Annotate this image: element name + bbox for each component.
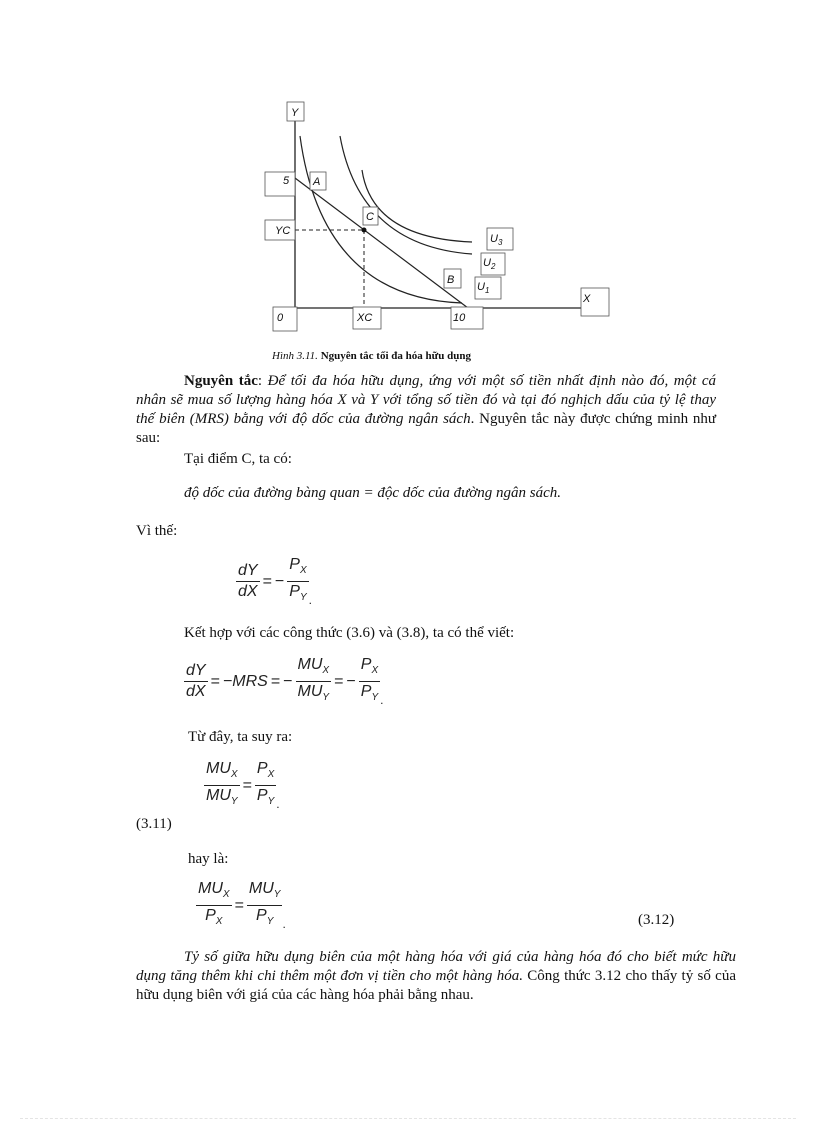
slope-equality-text: độ dốc của đường bàng quan = độc dốc của đường ngân sách. xyxy=(184,485,562,501)
conclusion-paragraph: Tỷ số giữa hữu dụng biên của một hàng hóa với giá của hàng hóa đó cho biết mức hữu dụng tăng thêm khi chi thêm một đơn vị tiền cho một hàng hóa. Công thức 3.12 cho thấy tỷ số của hữu dụng biên với giá của các hàng hóa phải bằng nhau. xyxy=(136,949,736,1003)
axis-x-label: X xyxy=(583,293,591,305)
point-b-label: B xyxy=(447,274,455,286)
equation-4-label: (3.12) xyxy=(638,912,675,928)
conclusion-statement: Tỷ số giữa hữu dụng biên của một hàng hóa với giá của hàng hóa đó cho biết mức hữu dụng tăng thêm khi chi thêm một đơn vị tiền cho một hàng hóa. xyxy=(136,949,736,984)
therefore-text: Vì thế: xyxy=(136,523,178,539)
equation-4: $\frac{MU_X}{P_X}$ = $\frac{MU_Y}{P_Y}$ . xyxy=(198,880,286,932)
figure-caption xyxy=(272,350,471,362)
infer-text: Từ đây, ta suy ra: xyxy=(188,729,293,745)
point-c-dot xyxy=(362,228,367,233)
u3-label: $U_3$ xyxy=(490,233,503,247)
indifference-curve-u3 xyxy=(362,170,472,242)
utility-maximization-figure xyxy=(260,96,620,336)
point-c-label: C xyxy=(366,211,374,223)
page-bottom-divider xyxy=(20,1118,796,1119)
principle-paragraph: Nguyên tắc: Để tối đa hóa hữu dụng, ứng với một số tiền nhất định nào đó, một cá nhân sẽ mua số lượng hàng hóa X và Y với tổng số tiền đó và tại đó nghịch dấu của tỷ lệ thay thế biên (MRS) bằng với độ dốc của đường ngân sách. Nguyên tắc này được chứng minh như sau: xyxy=(136,373,717,446)
x-intercept-label: 10 xyxy=(453,312,466,324)
xc-label: XC xyxy=(357,312,373,324)
u1-label: $U_1$ xyxy=(477,281,490,295)
caption-number: Hình 3.11. xyxy=(272,350,318,362)
equation-3: $\frac{MU_X}{MU_Y}$ = $\frac{P_X}{P_Y}$ . xyxy=(206,760,280,812)
equation-3-label: (3.11) xyxy=(136,816,172,832)
origin-label: 0 xyxy=(277,312,284,324)
at-point-text: Tại điểm C, ta có: xyxy=(184,451,292,467)
principle-statement: Để tối đa hóa hữu dụng, ứng với một số tiền nhất định nào đó, một cá nhân sẽ mua số lượng hàng hóa X và Y với tổng số tiền đó và tại đó nghịch dấu của tỷ lệ thay thế biên (MRS) bằng với độ dốc của đường ngân sách xyxy=(136,373,717,427)
combine-text: Kết hợp với các công thức (3.6) và (3.8), ta có thể viết: xyxy=(184,625,515,641)
axis-y-label: Y xyxy=(291,107,299,119)
y-intercept-label: 5 xyxy=(283,175,290,187)
yc-label: YC xyxy=(275,225,291,237)
caption-title: Nguyên tắc tối đa hóa hữu dụng xyxy=(320,350,471,362)
equation-1: $\frac{dY}{dX}$ = − $\frac{P_X}{P_Y}$ . xyxy=(238,556,312,608)
u2-label: $U_2$ xyxy=(483,257,496,271)
budget-line xyxy=(295,178,468,308)
equation-2: $\frac{dY}{dX}$ = −MRS = − $\frac{MU_X}{MU_Y}$ = − $\frac{P_X}{P_Y}$ . xyxy=(186,656,384,708)
principle-lead: Nguyên tắc xyxy=(184,373,258,389)
or-text: hay là: xyxy=(188,851,229,867)
point-a-label: A xyxy=(313,176,321,188)
indifference-curve-u2 xyxy=(340,136,472,254)
